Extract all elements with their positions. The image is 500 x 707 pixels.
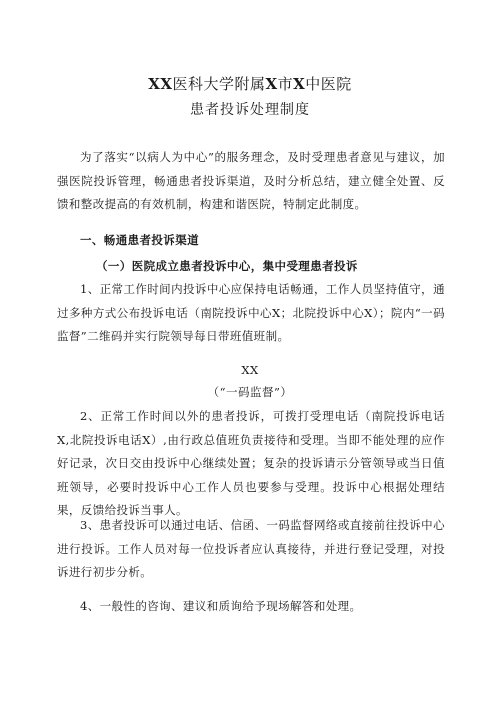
intro-paragraph: 为了落实“以病人为中心”的服务理念，及时受理患者意见与建议，加强医院投诉管理，畅通患者投诉渠道，及时分析总结，建立健全处置、反馈和整改提高的有效机制，构建和谐医院，特制定此制度。 xyxy=(57,150,445,211)
title-part-5: X xyxy=(293,75,306,93)
qr-label: XX xyxy=(241,363,259,377)
item-2-paragraph: 2、正常工作时间以外的患者投诉，可拨打受理电话（南院投诉电话X,北院投诉电话X）,由行政总值班负责接待和受理。当即不能处理的应作好记录，次日交由投诉中心继续处置；复杂的投诉请示分管领导或当日值班领导，必要时投诉中心工作人员也要参与受理。投诉中心根据处理结果，反馈给投诉当事人。 xyxy=(57,409,445,517)
section-1-heading: 一、畅通患者投诉渠道 xyxy=(80,233,199,247)
item-4-paragraph: 4、一般性的咨询、建议和质询给予现场解答和处理。 xyxy=(80,599,362,613)
title-part-1: XX xyxy=(148,75,173,93)
subsection-1-heading: （一）医院成立患者投诉中心，集中受理患者投诉 xyxy=(96,259,358,273)
title-part-4: 市 xyxy=(277,75,294,93)
document-title xyxy=(0,74,500,94)
title-part-2: 医科大学附属 xyxy=(172,75,266,93)
item-3-paragraph: 3、患者投诉可以通过电话、信函、一码监督网络或直接前往投诉中心进行投诉。工作人员对每一位投诉者应认真接待，并进行登记受理，对投诉进行初步分析。 xyxy=(57,518,445,579)
document-subtitle: 患者投诉处理制度 xyxy=(190,102,310,118)
title-part-3: X xyxy=(265,75,278,93)
title-part-6: 中医院 xyxy=(305,75,352,93)
item-1-paragraph: 1、正常工作时间内投诉中心应保持电话畅通，工作人员坚持值守，通过多种方式公布投诉电话（南院投诉中心X；北院投诉中心X）；院内“一码监督”二维码并实行院领导每日带班值班制。 xyxy=(57,282,445,343)
qr-caption: （“一码监督”） xyxy=(207,385,293,399)
